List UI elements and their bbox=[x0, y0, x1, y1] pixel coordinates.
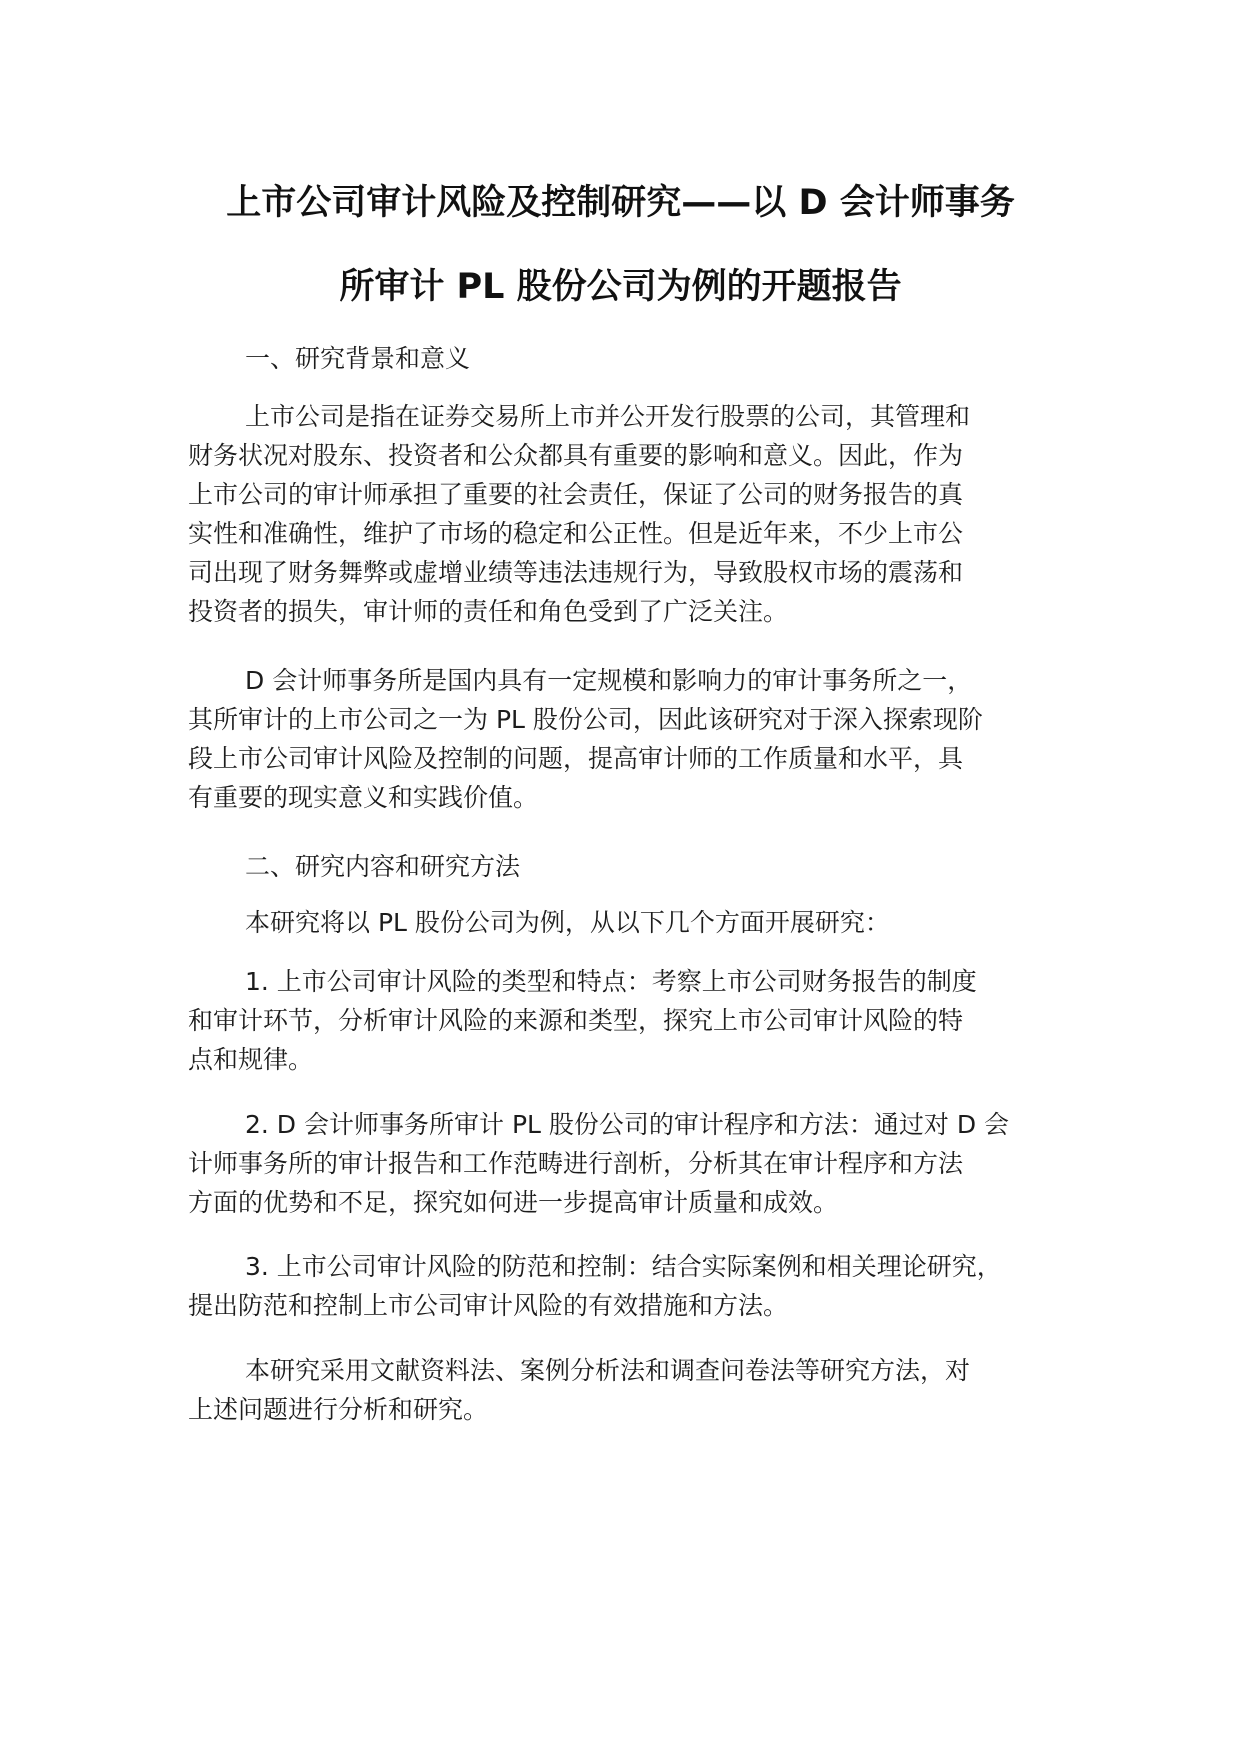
paragraph-line: 2. D 会计师事务所审计 PL 股份公司的审计程序和方法：通过对 D 会 bbox=[245, 1110, 1010, 1139]
paragraph-line: 上述问题进行分析和研究。 bbox=[188, 1395, 489, 1424]
section-heading-2 bbox=[188, 847, 1068, 886]
research-item-3 bbox=[188, 1247, 1068, 1325]
paragraph-line: 其所审计的上市公司之一为 PL 股份公司，因此该研究对于深入探索现阶 bbox=[188, 705, 983, 734]
paragraph-significance bbox=[188, 661, 1068, 817]
paragraph-background bbox=[188, 397, 1068, 631]
paragraph-line: 计师事务所的审计报告和工作范畴进行剖析，分析其在审计程序和方法 bbox=[188, 1149, 964, 1178]
paragraph-methods bbox=[188, 1351, 1068, 1429]
paragraph-line: 1. 上市公司审计风险的类型和特点：考察上市公司财务报告的制度 bbox=[245, 967, 977, 996]
paragraph-line: 司出现了财务舞弊或虚增业绩等违法违规行为，导致股权市场的震荡和 bbox=[188, 558, 964, 587]
paragraph-line: D 会计师事务所是国内具有一定规模和影响力的审计事务所之一， bbox=[245, 666, 973, 695]
section-heading-1 bbox=[188, 339, 1068, 378]
paragraph-line: 本研究将以 PL 股份公司为例，从以下几个方面开展研究： bbox=[245, 908, 890, 937]
paragraph-line: 上市公司是指在证券交易所上市并公开发行股票的公司，其管理和 bbox=[245, 402, 971, 431]
paragraph-line: 本研究采用文献资料法、案例分析法和调查问卷法等研究方法，对 bbox=[245, 1356, 971, 1385]
paragraph-line: 和审计环节，分析审计风险的来源和类型，探究上市公司审计风险的特 bbox=[188, 1006, 964, 1035]
paragraph-line: 上市公司的审计师承担了重要的社会责任，保证了公司的财务报告的真 bbox=[188, 480, 964, 509]
paragraph-line: 财务状况对股东、投资者和公众都具有重要的影响和意义。因此，作为 bbox=[188, 441, 964, 470]
document-title-line-2: 所审计 PL 股份公司为例的开题报告 bbox=[339, 267, 902, 307]
paragraph-line: 实性和准确性，维护了市场的稳定和公正性。但是近年来，不少上市公 bbox=[188, 519, 964, 548]
research-item-2 bbox=[188, 1105, 1068, 1222]
paragraph-intro bbox=[188, 903, 1068, 942]
paragraph-line: 3. 上市公司审计风险的防范和控制：结合实际案例和相关理论研究， bbox=[245, 1252, 1002, 1281]
research-item-1 bbox=[188, 962, 1068, 1079]
paragraph-line: 投资者的损失，审计师的责任和角色受到了广泛关注。 bbox=[188, 597, 789, 626]
paragraph-line: 提出防范和控制上市公司审计风险的有效措施和方法。 bbox=[188, 1291, 789, 1320]
paragraph-line: 一、研究背景和意义 bbox=[245, 344, 471, 373]
paragraph-line: 段上市公司审计风险及控制的问题，提高审计师的工作质量和水平，具 bbox=[188, 744, 964, 773]
paragraph-line: 点和规律。 bbox=[188, 1045, 314, 1074]
paragraph-line: 二、研究内容和研究方法 bbox=[245, 852, 521, 881]
paragraph-line: 有重要的现实意义和实践价值。 bbox=[188, 783, 539, 812]
paragraph-line: 方面的优势和不足，探究如何进一步提高审计质量和成效。 bbox=[188, 1188, 839, 1217]
document-title-line-1: 上市公司审计风险及控制研究——以 D 会计师事务 bbox=[226, 183, 1015, 223]
